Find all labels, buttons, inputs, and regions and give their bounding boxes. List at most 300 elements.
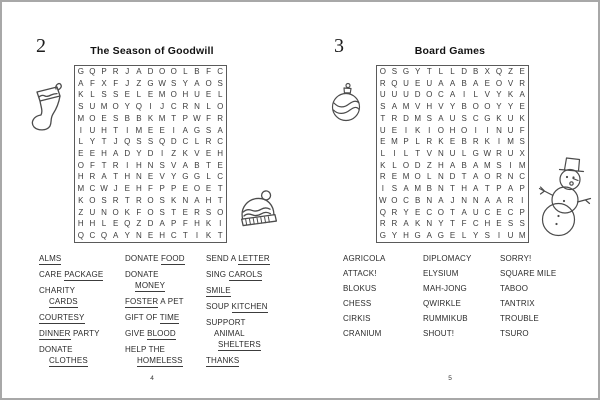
grid-letter: O [484, 172, 491, 182]
grid-letter: A [101, 172, 107, 182]
grid-letter: C [507, 207, 514, 217]
grid-letter: Y [496, 102, 502, 112]
grid-letter: K [78, 90, 84, 100]
grid-letter: Y [124, 102, 130, 112]
grid-letter: E [124, 184, 130, 194]
grid-letter: D [449, 172, 456, 182]
grid-letter: O [402, 160, 410, 170]
grid-letter: O [193, 184, 201, 194]
grid-letter: M [158, 113, 166, 123]
grid-letter: Y [171, 172, 177, 182]
grid-letter: L [461, 231, 467, 241]
grid-letter: H [124, 172, 131, 182]
grid-letter: H [77, 219, 84, 229]
grid-letter: T [380, 113, 386, 123]
grid-letter: E [449, 231, 456, 241]
grid-letter: O [147, 195, 154, 205]
grid-letter: P [171, 219, 177, 229]
grid-letter: U [89, 102, 96, 112]
grid-letter: I [509, 160, 512, 170]
grid-letter: R [496, 172, 502, 182]
grid-letter: Q [100, 231, 108, 241]
grid-letter: T [206, 160, 212, 170]
grid-letter: Q [124, 137, 131, 147]
grid-letter: C [89, 184, 96, 194]
grid-letter: N [496, 125, 502, 135]
grid-letter: K [205, 219, 212, 229]
word-column [125, 253, 185, 371]
grid-letter: Y [438, 219, 444, 229]
grid-letter: S [205, 207, 212, 217]
grid-letter: F [89, 160, 95, 170]
grid-letter: Y [136, 148, 142, 158]
grid-letter: H [135, 160, 142, 170]
grid-letter: L [380, 148, 386, 158]
page-number: 3 [334, 35, 344, 57]
grid-letter: O [391, 195, 398, 205]
grid-letter: O [379, 66, 386, 76]
word-entry: GIFT OF TIME [125, 313, 180, 322]
grid-letter: A [438, 113, 444, 123]
grid-letter: B [461, 78, 467, 88]
grid-letter: I [497, 137, 501, 147]
grid-letter: L [438, 66, 444, 76]
grid-letter: S [159, 195, 165, 205]
grid-letter: K [507, 90, 514, 100]
grid-letter: I [486, 125, 489, 135]
grid-letter: A [403, 184, 409, 194]
grid-letter: Y [507, 102, 514, 112]
grid-letter: B [426, 184, 432, 194]
grid-letter: R [135, 195, 142, 205]
grid-letter: A [391, 102, 398, 112]
grid-letter: O [414, 172, 421, 182]
grid-letter: K [147, 113, 154, 123]
grid-letter: P [496, 184, 502, 194]
grid-letter: M [402, 102, 410, 112]
grid-letter: E [414, 78, 421, 88]
grid-letter: Y [403, 207, 409, 217]
word-entry: SUPPORT ANIMAL SHELTERS [206, 318, 261, 349]
grid-letter: E [496, 207, 502, 217]
grid-letter: A [507, 184, 514, 194]
grid-letter: H [159, 231, 165, 241]
grid-letter: L [206, 102, 211, 112]
grid-letter: S [426, 113, 432, 123]
word-entry: SING CAROLS [206, 270, 263, 279]
grid-letter: I [474, 125, 477, 135]
grid-letter: C [472, 113, 479, 123]
grid-letter: T [113, 125, 119, 135]
page-title: Board Games [414, 45, 486, 57]
grid-letter: N [461, 195, 467, 205]
grid-letter: O [472, 102, 479, 112]
grid-letter: C [217, 172, 224, 182]
grid-letter: R [217, 113, 224, 123]
grid-letter: V [414, 102, 421, 112]
grid-letter: H [101, 125, 107, 135]
word-column [39, 253, 103, 371]
grid-letter: Y [89, 137, 96, 147]
word-entry: TABOO [500, 284, 529, 293]
grid-letter: N [437, 148, 444, 158]
grid-letter: R [507, 195, 514, 205]
grid-letter: S [147, 137, 154, 147]
grid-letter: T [415, 148, 421, 158]
grid-letter: S [112, 90, 119, 100]
grid-letter: A [194, 78, 200, 88]
grid-letter: E [414, 207, 421, 217]
grid-letter: V [426, 148, 432, 158]
grid-letter: A [217, 125, 223, 135]
word-entry: SQUARE MILE [500, 269, 557, 278]
grid-letter: S [507, 219, 514, 229]
grid-letter: U [449, 148, 456, 158]
word-entry: ALMS [39, 254, 62, 263]
folio-page-number: 5 [448, 375, 452, 382]
grid-letter: I [195, 231, 199, 241]
grid-letter: L [415, 137, 420, 147]
grid-letter: A [449, 78, 456, 88]
grid-letter: A [403, 219, 409, 229]
grid-letter: N [135, 231, 142, 241]
grid-letter: K [438, 137, 444, 147]
grid-letter: R [426, 137, 433, 147]
grid-letter: B [194, 66, 200, 76]
grid-letter: O [112, 207, 119, 217]
grid-letter: B [414, 195, 421, 205]
grid-letter: M [391, 137, 398, 147]
grid-letter: T [124, 195, 130, 205]
grid-letter: Y [449, 102, 456, 112]
grid-letter: S [78, 102, 84, 112]
grid-letter: D [414, 160, 421, 170]
grid-letter: C [170, 102, 177, 112]
grid-letter: Q [158, 137, 166, 147]
grid-letter: R [379, 78, 386, 88]
grid-letter: L [101, 219, 107, 229]
grid-letter: M [518, 160, 526, 170]
grid-letter: E [205, 90, 212, 100]
grid-letter: S [391, 66, 398, 76]
grid-letter: S [101, 195, 107, 205]
grid-letter: S [159, 207, 165, 217]
word-entry: DONATE MONEY [125, 270, 166, 290]
word-entry: CIRKIS [343, 314, 371, 323]
grid-letter: R [112, 66, 119, 76]
grid-letter: T [450, 207, 455, 217]
grid-letter: J [125, 78, 130, 88]
grid-letter: H [461, 184, 467, 194]
word-entry: QWIRKLE [423, 299, 461, 308]
grid-letter: Y [391, 231, 398, 241]
grid-letter: K [182, 148, 188, 158]
grid-letter: U [449, 113, 456, 123]
grid-letter: E [112, 219, 119, 229]
grid-letter: O [437, 207, 444, 217]
grid-letter: Y [182, 78, 188, 88]
grid-letter: T [450, 184, 455, 194]
grid-letter: Q [135, 102, 142, 112]
grid-letter: L [450, 66, 455, 76]
grid-letter: H [484, 219, 491, 229]
grid-letter: H [135, 184, 142, 194]
grid-letter: R [112, 195, 119, 205]
grid-letter: P [519, 207, 525, 217]
grid-letter: T [217, 184, 223, 194]
grid-letter: E [147, 172, 154, 182]
grid-letter: R [472, 137, 479, 147]
word-list [2, 253, 302, 378]
grid-letter: A [449, 90, 456, 100]
grid-letter: J [160, 102, 165, 112]
grid-letter: W [100, 184, 108, 194]
grid-letter: C [426, 207, 433, 217]
grid-letter: S [101, 90, 107, 100]
grid-letter: X [101, 78, 107, 88]
left-page [2, 2, 302, 398]
grid-letter: A [519, 90, 525, 100]
grid-letter: O [426, 90, 433, 100]
grid-letter: Z [426, 160, 432, 170]
grid-letter: C [437, 90, 444, 100]
grid-letter: C [484, 207, 491, 217]
grid-letter: I [404, 125, 408, 135]
grid-letter: H [426, 102, 433, 112]
grid-letter: J [113, 137, 118, 147]
grid-letter: M [414, 184, 421, 194]
grid-letter: Y [414, 66, 421, 76]
grid-letter: R [182, 102, 189, 112]
grid-letter: U [507, 231, 514, 241]
grid-letter: T [217, 231, 223, 241]
grid-letter: E [124, 90, 130, 100]
grid-letter: A [136, 66, 142, 76]
grid-letter: B [461, 160, 467, 170]
grid-letter: N [194, 102, 200, 112]
grid-letter: U [391, 90, 398, 100]
grid-letter: K [414, 125, 421, 135]
word-entry: CRANIUM [343, 329, 382, 338]
grid-letter: P [171, 184, 177, 194]
grid-letter: R [496, 148, 502, 158]
grid-letter: E [217, 160, 223, 170]
grid-letter: E [147, 125, 154, 135]
grid-letter: W [193, 113, 201, 123]
word-entry: AGRICOLA [343, 254, 386, 263]
grid-letter: D [403, 113, 409, 123]
grid-letter: E [89, 148, 96, 158]
grid-letter: V [159, 172, 165, 182]
grid-letter: E [78, 148, 84, 158]
word-entry: SEND A LETTER [206, 254, 270, 263]
grid-letter: E [147, 231, 154, 241]
grid-letter: P [101, 66, 107, 76]
word-entry: CARE PACKAGE [39, 270, 104, 279]
grid-letter: I [393, 148, 396, 158]
grid-letter: S [112, 113, 119, 123]
word-entry: SMILE [206, 286, 231, 295]
word-entry: GIVE BLOOD [125, 329, 176, 338]
grid-letter: G [437, 231, 444, 241]
grid-letter: U [89, 207, 96, 217]
page-title: The Season of Goodwill [90, 45, 214, 57]
grid-letter: F [461, 219, 467, 229]
grid-letter: J [113, 184, 118, 194]
grid-letter: O [205, 78, 212, 88]
grid-letter: S [380, 102, 386, 112]
grid-letter: G [182, 172, 189, 182]
grid-letter: B [473, 66, 479, 76]
grid-letter: M [507, 137, 514, 147]
grid-letter: O [217, 102, 224, 112]
grid-letter: F [148, 184, 153, 194]
grid-letter: S [519, 137, 525, 147]
grid-letter: L [183, 66, 188, 76]
grid-letter: U [194, 90, 200, 100]
grid-letter: T [484, 184, 490, 194]
grid-letter: N [426, 195, 433, 205]
grid-letter: T [113, 172, 119, 182]
grid-letter: L [461, 148, 467, 158]
grid-letter: C [89, 231, 96, 241]
word-entry: COURTESY [39, 313, 85, 322]
grid-letter: E [147, 90, 154, 100]
grid-letter: E [391, 125, 398, 135]
grid-letter: H [89, 219, 96, 229]
grid-letter: T [171, 207, 177, 217]
word-column [500, 253, 556, 343]
grid-letter: H [77, 172, 84, 182]
snowman-icon [532, 155, 596, 239]
grid-letter: M [77, 184, 85, 194]
grid-letter: A [473, 160, 479, 170]
grid-letter: B [124, 113, 130, 123]
word-entry: DONATE FOOD [125, 254, 185, 263]
christmas-stocking-icon [28, 81, 66, 133]
folio-page-number: 4 [150, 375, 154, 382]
grid-letter: F [113, 78, 119, 88]
grid-letter: U [426, 78, 433, 88]
grid-letter: K [484, 137, 490, 147]
grid-letter: A [473, 184, 479, 194]
grid-letter: Z [136, 219, 142, 229]
grid-letter: F [136, 207, 142, 217]
word-column [423, 253, 471, 343]
grid-letter: G [193, 172, 201, 182]
grid-letter: A [182, 125, 188, 135]
word-entry: DINNER PARTY [39, 329, 100, 338]
grid-letter: L [194, 137, 200, 147]
page-number: 2 [36, 35, 46, 57]
grid-letter: C [472, 219, 479, 229]
grid-letter: N [437, 184, 444, 194]
grid-letter: Y [473, 231, 479, 241]
grid-letter: P [519, 184, 525, 194]
grid-letter: O [484, 102, 491, 112]
grid-letter: W [379, 195, 387, 205]
grid-letter: C [182, 137, 189, 147]
grid-letter: D [170, 137, 177, 147]
grid-letter: L [136, 90, 142, 100]
grid-letter: R [391, 207, 398, 217]
grid-letter: D [147, 66, 154, 76]
grid-letter: I [160, 148, 164, 158]
right-page [300, 2, 600, 398]
grid-letter: E [205, 148, 212, 158]
grid-letter: S [391, 184, 398, 194]
grid-letter: N [101, 207, 107, 217]
grid-letter: I [79, 125, 82, 135]
word-entry: DIPLOMACY [423, 254, 472, 263]
grid-letter: I [462, 90, 466, 100]
grid-letter: Z [508, 66, 514, 76]
word-entry: TROUBLE [500, 314, 539, 323]
grid-letter: U [507, 125, 514, 135]
grid-letter: E [380, 137, 386, 147]
grid-letter: O [77, 160, 84, 170]
word-column [343, 253, 386, 343]
grid-letter: U [379, 125, 386, 135]
grid-letter: E [205, 184, 212, 194]
grid-letter: B [136, 113, 142, 123]
grid-letter: C [217, 137, 224, 147]
grid-letter: C [403, 195, 409, 205]
grid-letter: L [392, 160, 397, 170]
grid-letter: J [125, 66, 130, 76]
grid-letter: K [78, 195, 84, 205]
grid-letter: A [112, 231, 119, 241]
grid-letter: G [77, 66, 84, 76]
grid-letter: S [519, 219, 525, 229]
grid-letter: T [450, 219, 455, 229]
grid-letter: O [217, 207, 224, 217]
grid-letter: T [101, 137, 107, 147]
grid-letter: N [426, 219, 433, 229]
grid-letter: C [519, 172, 526, 182]
grid-letter: N [147, 160, 154, 170]
grid-letter: M [100, 102, 108, 112]
grid-letter: L [427, 172, 432, 182]
grid-letter: S [484, 231, 490, 241]
grid-letter: P [182, 113, 188, 123]
grid-letter: G [402, 66, 410, 76]
grid-letter: K [519, 113, 525, 123]
grid-letter: R [89, 172, 96, 182]
grid-letter: V [484, 90, 490, 100]
grid-letter: P [403, 137, 409, 147]
grid-letter: S [136, 137, 142, 147]
grid-letter: H [101, 148, 107, 158]
grid-letter: E [484, 78, 490, 88]
word-column [206, 253, 270, 371]
grid-letter: S [217, 78, 223, 88]
grid-letter: A [438, 78, 444, 88]
grid-letter: A [159, 219, 165, 229]
grid-letter: X [484, 66, 490, 76]
grid-letter: A [496, 195, 502, 205]
grid-letter: V [507, 78, 514, 88]
grid-letter: B [461, 137, 467, 147]
grid-letter: H [449, 125, 456, 135]
grid-letter: A [461, 207, 467, 217]
grid-letter: V [171, 160, 177, 170]
grid-letter: R [112, 160, 119, 170]
grid-letter: A [182, 160, 188, 170]
grid-letter: L [403, 148, 409, 158]
word-entry: CHARITY CARDS [39, 286, 78, 306]
grid-letter: K [205, 231, 212, 241]
